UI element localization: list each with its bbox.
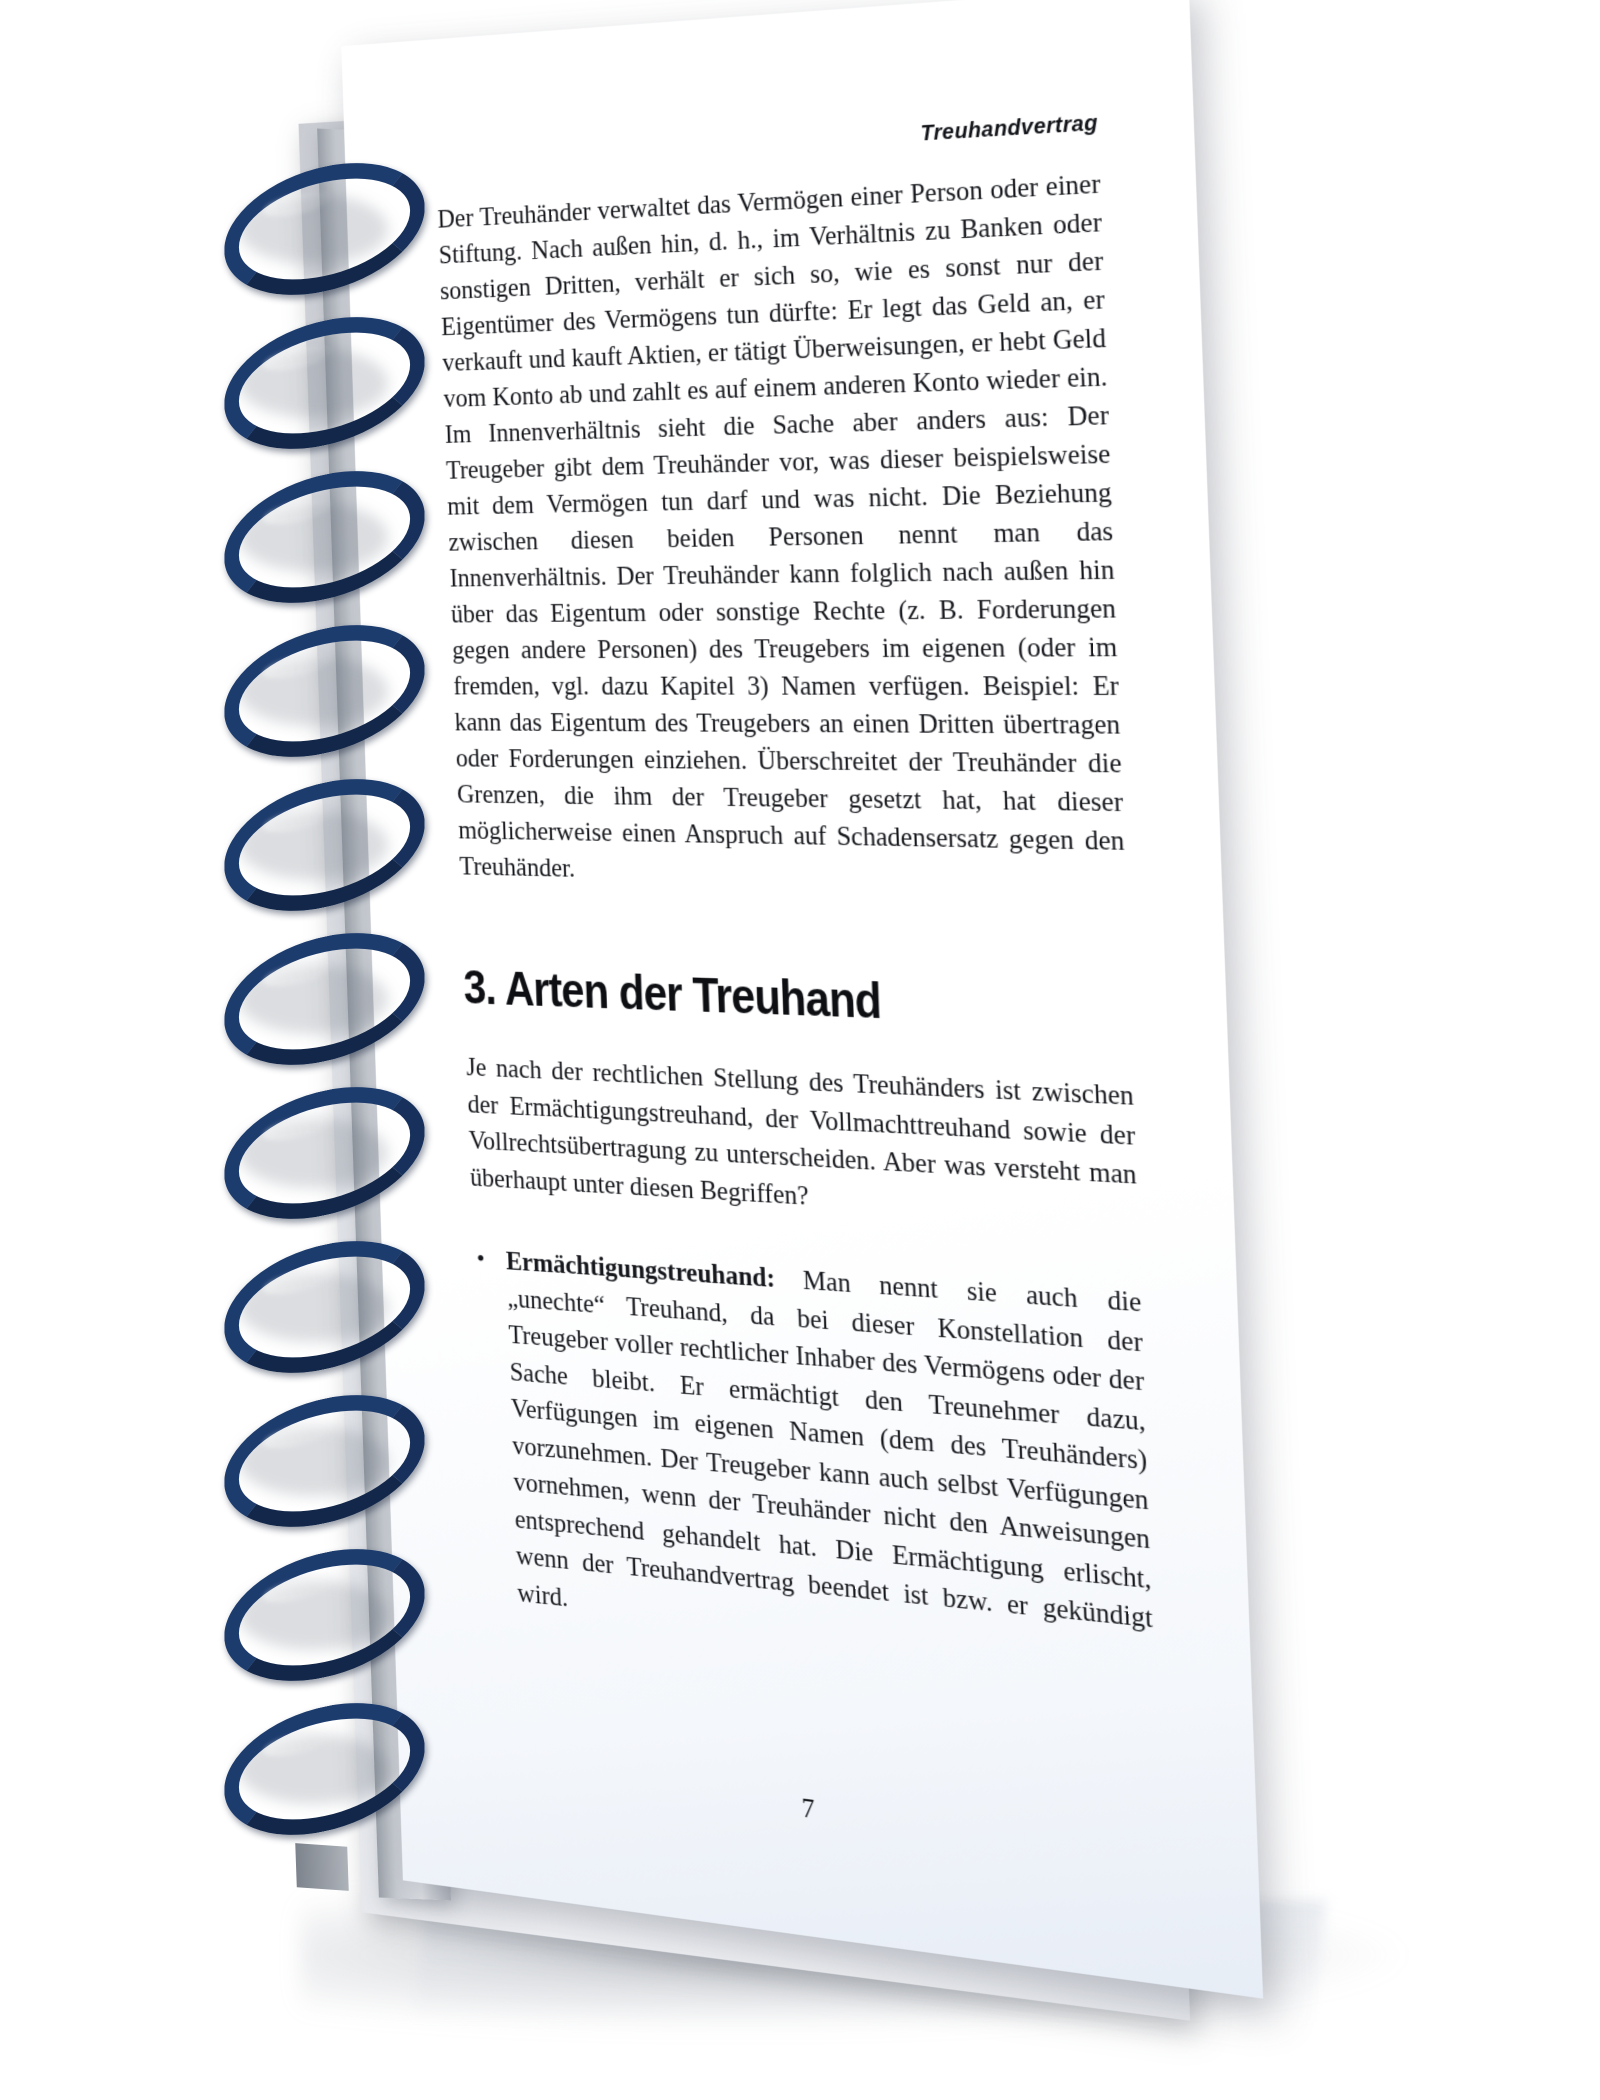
bullet-body (505, 1243, 1155, 1678)
list-item (472, 1241, 1155, 1678)
spine-notch (295, 1843, 349, 1891)
document-page (341, 0, 1263, 1999)
running-header: Treuhandvertrag (920, 111, 1099, 146)
page-number: 7 (801, 1794, 816, 1825)
bullet-term: Ermächtigungstreuhand: (505, 1247, 776, 1294)
bullet-description: Man nennt sie auch die „unechte“ Treuhand, da bei dieser Konstellation der Treugeber voller rechtlicher Inhaber des Vermögens oder der Sache bleibt. Er ermächtigt den Treunehmer dazu, Verfügungen im eigenen Namen (dem des Treuhänders) vorzunehmen. Der Treugeber kann auch selbst Verfügungen vornehmen, wenn der Treuhänder nicht den Anweisungen entsprechend gehandelt hat. Die Ermächtigung erlischt, wenn der Treuhandvertrag beendet ist bzw. er gekündigt wird. (506, 1264, 1154, 1634)
section-heading: 3. Arten der Treuhand (462, 959, 882, 1029)
paragraph-intro: Der Treuhänder verwaltet das Vermögen einer Person oder einer Stiftung. Nach außen hin, d. h., im Verhältnis zu Banken oder sonstigen Dritten, verhält er sich so, wie es sonst nur der Eigentümer des Vermögens tun dürfte: Er legt das Geld an, er verkauft und kauft Aktien, er tätigt Überweisungen, er hebt Geld vom Konto ab und zahlt es auf einem anderen Konto wieder ein. Im Innenverhältnis sieht die Sache aber anders aus: Der Treugeber gibt dem Treuhänder vor, was dieser beispielsweise mit dem Vermögen tun darf und was nicht. Die Beziehung zwischen diesen beiden Personen nennt man das Innenverhältnis. Der Treuhänder kann folglich nach außen hin über das Eigentum oder sonstige Rechte (z. B. Forderungen gegen andere Personen) des Treugebers im eigenen (oder im fremden, vgl. dazu Kapitel 3) Namen verfügen. Beispiel: Er kann das Eigentum des Treugebers an einen Dritten übertragen oder Forderungen einziehen. Überschreitet der Treuhänder die Grenzen, die ihm der Treugeber gesetzt hat, hat dieser möglicherweise einen Anspruch auf Schadensersatz gegen den Treuhänder. (437, 169, 1125, 884)
bullet-marker-icon: • (476, 1245, 486, 1273)
section-intro-paragraph: Je nach der rechtlichen Stellung des Treuhänders ist zwischen der Ermächtigungstreuhand, der Vollmachttreuhand sowie der Vollrechtsübertragung zu unterscheiden. Aber was versteht man überhaupt unter diesen Begriffen? (465, 1053, 1138, 1211)
